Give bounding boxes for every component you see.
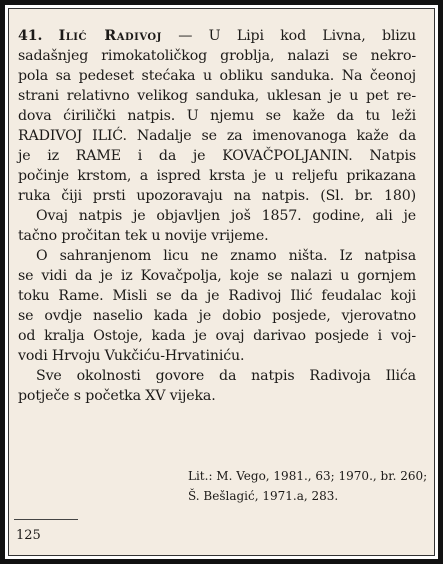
paragraph-line: od kralja Ostoje, kada je ovaj darivao posjede i voj-	[18, 328, 416, 344]
entry-line: počinje krstom, a ispred krsta je u reljefu prikazana	[18, 168, 416, 184]
paragraph-line: O sahranjenom licu ne znamo ništa. Iz natpisa	[36, 248, 416, 264]
entry-name: Ilić Radivoj	[58, 28, 162, 44]
entry-line: je iz RAME i da je KOVAČPOLJANIN. Natpis	[18, 148, 416, 164]
entry-line: strani relativno velikog sanduka, uklesan je u pet re-	[18, 88, 416, 104]
paragraph-line: tačno pročitan tek u novije vrijeme.	[18, 228, 269, 244]
entry-number: 41.	[18, 28, 43, 44]
paragraph-line: potječe s početka XV vijeka.	[18, 388, 216, 404]
reference-line: Lit.: M. Vego, 1981., 63; 1970., br. 260;	[188, 469, 428, 483]
entry-line: pola sa pedeset stećaka u obliku sanduka. Na čeonoj	[18, 68, 416, 84]
paragraph-line: toku Rame. Misli se da je Radivoj Ilić feudalac koji	[18, 288, 416, 304]
paragraph-line: se vidi da je iz Kovačpolja, koje se nalazi u gornjem	[18, 268, 416, 284]
page-number: 125	[16, 528, 41, 543]
paragraph-line: Sve okolnosti govore da natpis Radivoja Ilića	[36, 368, 416, 384]
document-body	[18, 26, 416, 406]
entry-heading-line	[18, 26, 416, 46]
references	[18, 466, 428, 506]
entry-line: RADIVOJ ILIĆ. Nadalje se za imenovanoga kaže da	[18, 128, 416, 144]
paragraph-line: vodi Hrvoju Vukčiću-Hrvatiniću.	[18, 348, 245, 364]
entry-line: sadašnjeg rimokatoličkog groblja, nalazi se nekro-	[18, 48, 416, 64]
entry-line: ruka čiji prsti upozoravaju na natpis. (Sl. br. 180)	[18, 188, 416, 204]
paragraph-line: Ovaj natpis je objavljen još 1857. godine, ali je	[36, 208, 416, 224]
entry-line: dova ćirilički natpis. U njemu se kaže da tu leži	[18, 108, 416, 124]
paragraph-line: se ovdje naselio kada je dobio posjede, vjerovatno	[18, 308, 416, 324]
entry-line: — U Lipi kod Livna, blizu	[161, 28, 416, 44]
reference-line: Š. Bešlagić, 1971.a, 283.	[188, 489, 339, 503]
footnote-rule	[14, 519, 78, 520]
